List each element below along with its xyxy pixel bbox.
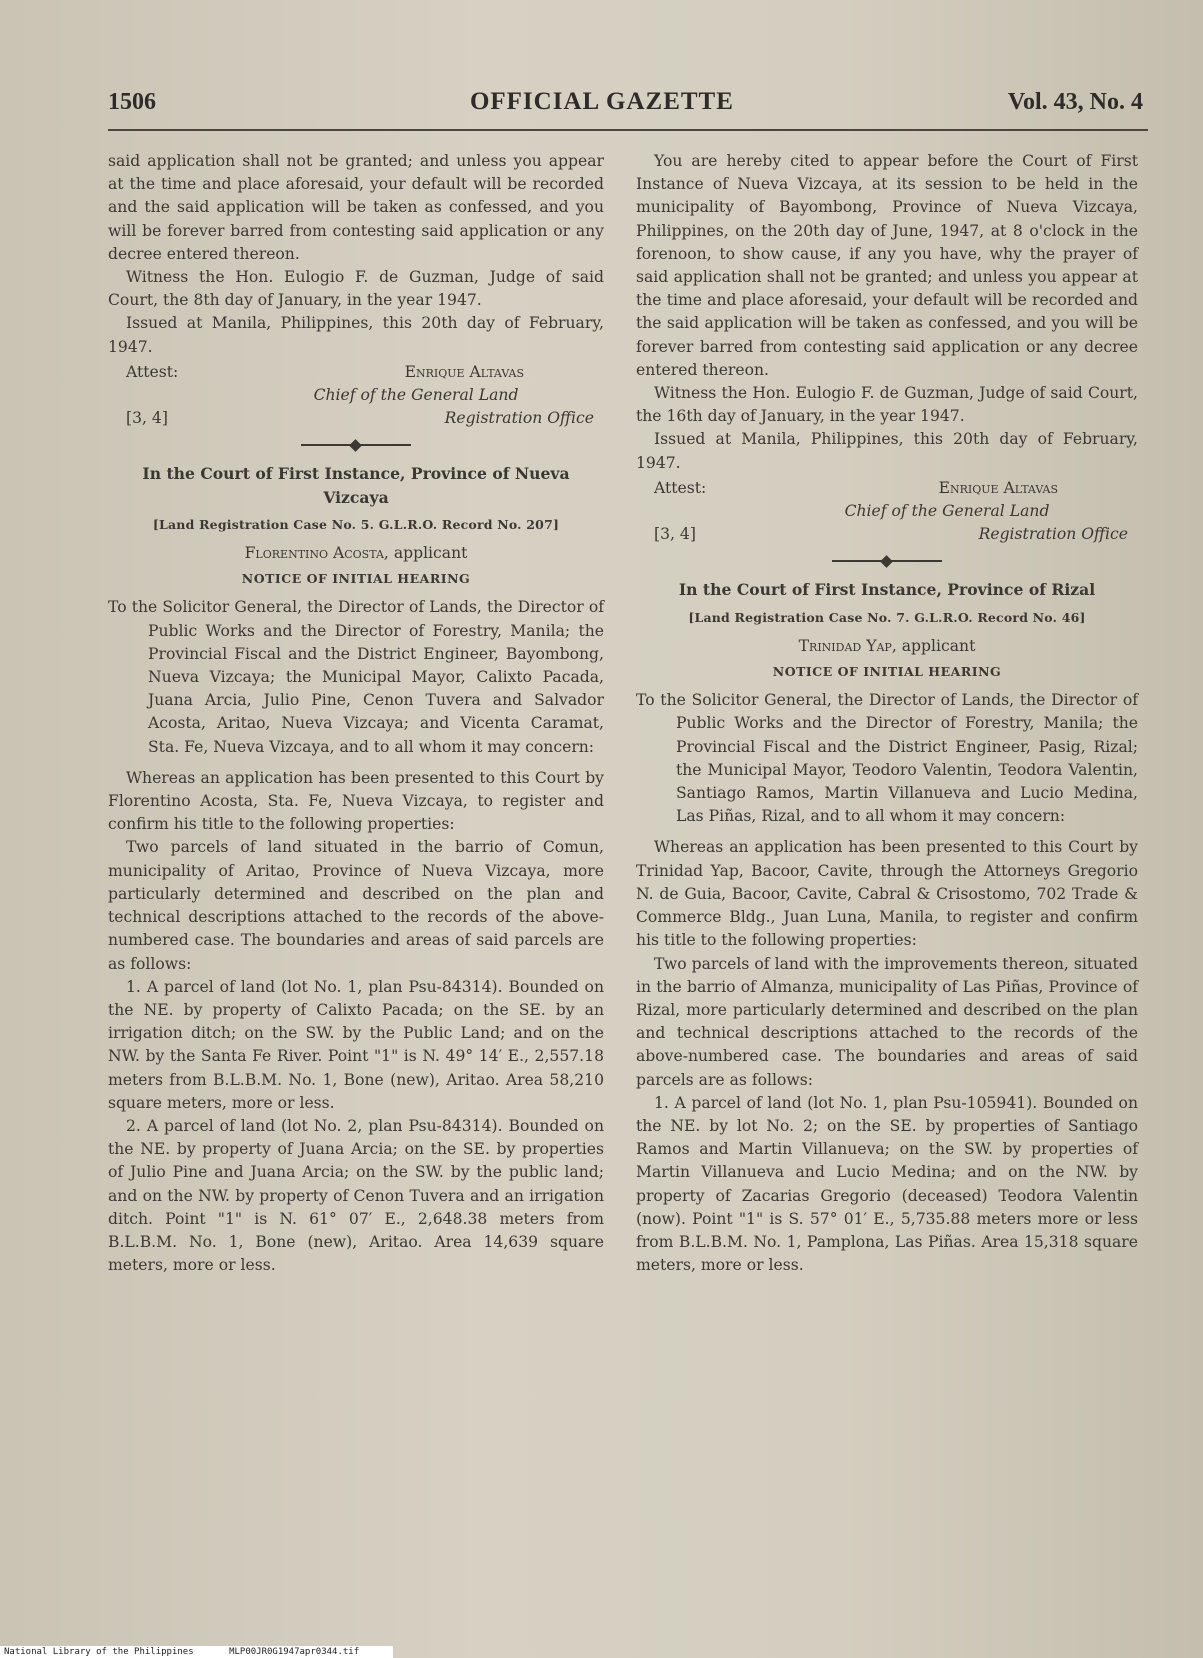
parcel-2: 2. A parcel of land (lot No. 2, plan Psu-84314). Bounded on the NE. by property of Juana Arcia; on the SE. by properties of Julio Pine and Juana Arcia; on the SW. by the public land; and on the NW. by property of Cenon Tuvera and an irrigation ditch. Point "1" is N. 61° 07′ E., 2,648.38 meters from B.L.B.M. No. 1, Bone (new), Aritao. Area 14,639 square meters, more or less. [108, 1116, 604, 1275]
witness-paragraph: Witness the Hon. Eulogio F. de Guzman, Judge of said Court, the 8th day of January, in the year 1947. [108, 268, 604, 310]
applicant-label: applicant [901, 636, 976, 655]
page-header [108, 72, 1143, 116]
applicant-name: Florentino Acosta, [244, 544, 389, 563]
applicant-name: Trinidad Yap, [798, 636, 897, 655]
attest-label: Attest: [126, 362, 179, 381]
header-rule [108, 129, 1148, 131]
parcel-1: 1. A parcel of land (lot No. 1, plan Psu-105941). Bounded on the NE. by lot No. 2; on the SE. by properties of Santiago Ramos and Martin Villanueva; on the SW. by properties of Martin Villanueva and Lucio Medina; and on the NW. by property of Zacarias Gregorio (deceased) Teodora Valentin (now). Point "1" is S. 57° 01′ E., 5,735.88 meters more or less from B.L.B.M. No. 1, Pamplona, Las Piñas. Area 15,318 square meters, more or less. [636, 1093, 1138, 1275]
applicant-label: applicant [393, 544, 468, 563]
section-divider [636, 550, 1138, 572]
issued-paragraph: Issued at Manila, Philippines, this 20th day of February, 1947. [636, 430, 1138, 472]
court-heading: In the Court of First Instance, Province of Rizal [678, 580, 1096, 600]
attest-line [108, 361, 604, 384]
page-number: 1506 [108, 89, 156, 115]
parcels-intro: Two parcels of land situated in the barrio of Comun, municipality of Aritao, Province of Nueva Vizcaya, more particularly determined and described on the plan and technical descriptions attached to the records of the above-numbered case. The boundaries and areas of said parcels are as follows: [108, 838, 604, 973]
citation-paragraph: You are hereby cited to appear before the Court of First Instance of Nueva Vizcaya, at its session to be held in the municipality of Bayombong, Province of Nueva Vizcaya, Philippines, on the 20th day of June, 1947, at 8 o'clock in the forenoon, to show cause, if any you have, why the prayer of said application shall not be granted; and unless you appear at the time and place aforesaid, your default will be recorded and the said application will be taken as confessed, and you will be forever barred from contesting said application or any decree entered thereon. [636, 152, 1138, 379]
signatory-title-1: Chief of the General Land [313, 386, 519, 405]
scan-filename: MLP00JR0G1947apr0344.tif [229, 1647, 360, 1657]
signatory-title-1: Chief of the General Land [844, 502, 1050, 521]
scan-footer [0, 1646, 393, 1658]
parcels-intro: Two parcels of land with the improvements thereon, situated in the barrio of Almanza, municipality of Las Piñas, Province of Rizal, more particularly determined and described on the plan and technical descriptions attached to the records of the above-numbered case. The boundaries and areas of said parcels are as follows: [636, 954, 1138, 1089]
publication-title: OFFICIAL GAZETTE [469, 88, 734, 115]
issue-reference: [3, 4] [126, 409, 168, 428]
case-record: [Land Registration Case No. 7. G.L.R.O. Record No. 46] [688, 609, 1086, 625]
attest-line [636, 477, 1138, 500]
applicant-line [108, 542, 604, 565]
reference-line [108, 407, 604, 430]
signatory-title-2: Registration Office [444, 409, 594, 428]
volume-number: Vol. 43, No. 4 [1007, 89, 1143, 115]
whereas-paragraph: Whereas an application has been presented to this Court by Trinidad Yap, Bacoor, Cavite, through the Attorneys Gregorio N. de Guia, Bacoor, Cavite, Cabral & Crisostomo, 702 Trade & Commerce Bldg., Juan Luna, Manila, to register and confirm his title to the following properties: [636, 838, 1138, 950]
attest-label: Attest: [654, 478, 707, 497]
addressees: To the Solicitor General, the Director of Lands, the Director of Public Works and the Director of Forestry, Manila; the Provincial Fiscal and the District Engineer, Pasig, Rizal; the Municipal Mayor, Teodoro Valentin, Teodora Valentin, Santiago Ramos, Martin Villanueva and Lucio Medina, Las Piñas, Rizal, and to all whom it may concern: [636, 691, 1138, 826]
right-column [636, 150, 1138, 1277]
notice-heading: NOTICE OF INITIAL HEARING [772, 664, 1002, 680]
attest-signatory: Enrique Altavas [404, 362, 524, 381]
case-record: [Land Registration Case No. 5. G.L.R.O. Record No. 207] [152, 516, 560, 532]
section-divider [108, 434, 604, 456]
signatory-title-2: Registration Office [978, 525, 1128, 544]
notice-heading: NOTICE OF INITIAL HEARING [241, 571, 471, 587]
applicant-line [636, 635, 1138, 658]
reference-line [636, 523, 1138, 546]
addressees: To the Solicitor General, the Director of Lands, the Director of Public Works and the Director of Forestry, Manila; the Provincial Fiscal and the District Engineer, Bayombong, Nueva Vizcaya; the Municipal Mayor, Calixto Pacada, Juana Arcia, Julio Pine, Cenon Tuvera and Salvador Acosta, Aritao, Nueva Vizcaya; and Vicenta Caramat, Sta. Fe, Nueva Vizcaya, and to all whom it may concern: [108, 598, 604, 756]
library-credit: National Library of the Philippines [4, 1647, 194, 1657]
court-heading: In the Court of First Instance, Province of Nueva Vizcaya [142, 464, 570, 507]
issued-paragraph: Issued at Manila, Philippines, this 20th day of February, 1947. [108, 314, 604, 356]
whereas-paragraph: Whereas an application has been presented to this Court by Florentino Acosta, Sta. Fe, Nueva Vizcaya, to register and confirm his title to the following properties: [108, 768, 604, 834]
attest-signatory: Enrique Altavas [938, 478, 1058, 497]
issue-reference: [3, 4] [654, 525, 696, 544]
witness-paragraph: Witness the Hon. Eulogio F. de Guzman, Judge of said Court, the 16th day of January, in the year 1947. [636, 384, 1138, 426]
left-column [108, 150, 604, 1277]
continued-paragraph: said application shall not be granted; and unless you appear at the time and place aforesaid, your default will be recorded and the said application will be taken as confessed, and you will be forever barred from contesting said application or any decree entered thereon. [108, 152, 604, 263]
parcel-1: 1. A parcel of land (lot No. 1, plan Psu-84314). Bounded on the NE. by property of Calixto Pacada; on the SE. by an irrigation ditch; on the SW. by the Public Land; and on the NW. by the Santa Fe River. Point "1" is N. 49° 14′ E., 2,557.18 meters from B.L.B.M. No. 1, Bone (new), Aritao. Area 58,210 square meters, more or less. [108, 977, 604, 1112]
